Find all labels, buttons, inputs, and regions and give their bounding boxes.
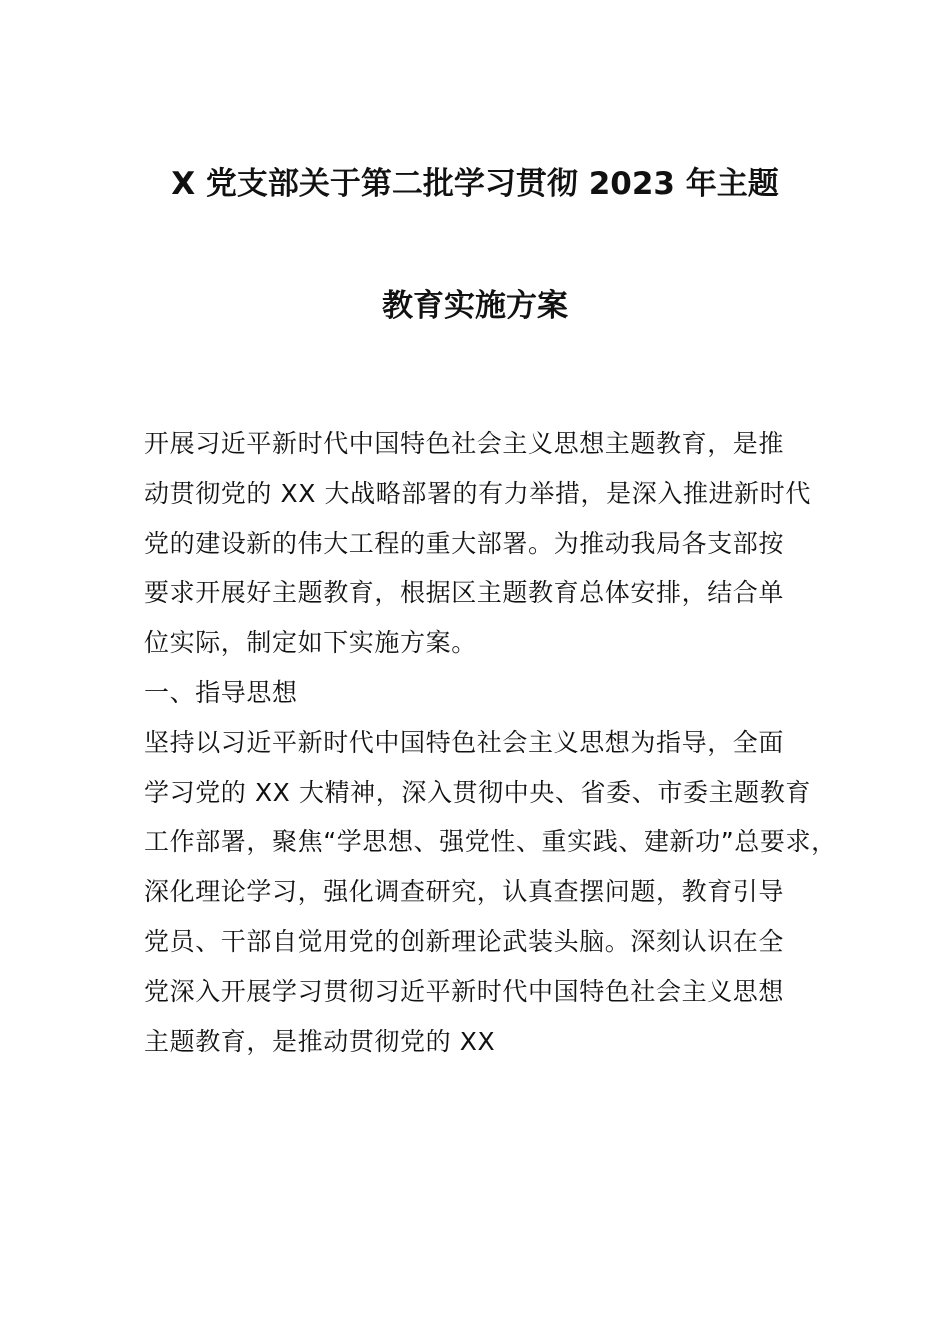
body-line: 党深入开展学习贯彻习近平新时代中国特色社会主义思想 xyxy=(144,976,785,1006)
body-line: 党员、干部自觉用党的创新理论武装头脑。深刻认识在全 xyxy=(144,926,785,956)
body-line: 开展习近平新时代中国特色社会主义思想主题教育，是推 xyxy=(144,429,785,458)
body-line: 深化理论学习，强化调查研究，认真查摆问题，教育引导 xyxy=(144,877,785,907)
body-line: 位实际，制定如下实施方案。 xyxy=(144,628,477,658)
body-line: 工作部署，聚焦“学思想、强党性、重实践、建新功”总要求， xyxy=(144,827,837,857)
section-heading-guiding-ideology: 一、指导思想 xyxy=(144,677,298,707)
body-line: 要求开展好主题教育，根据区主题教育总体安排，结合单 xyxy=(144,578,785,608)
body-line: 坚持以习近平新时代中国特色社会主义思想为指导，全面 xyxy=(144,727,785,757)
document-body xyxy=(144,419,837,1066)
body-line: 党的建设新的伟大工程的重大部署。为推动我局各支部按 xyxy=(144,528,785,558)
body-line: 动贯彻党的 XX 大战略部署的有力举措，是深入推进新时代 xyxy=(144,478,811,508)
body-line: 学习党的 XX 大精神，深入贯彻中央、省委、市委主题教育 xyxy=(144,777,811,807)
document-title-line-2: 教育实施方案 xyxy=(382,288,568,324)
body-line: 主题教育，是推动贯彻党的 XX xyxy=(144,1026,496,1056)
document-title-line-1: X 党支部关于第二批学习贯彻 2023 年主题 xyxy=(171,166,779,202)
